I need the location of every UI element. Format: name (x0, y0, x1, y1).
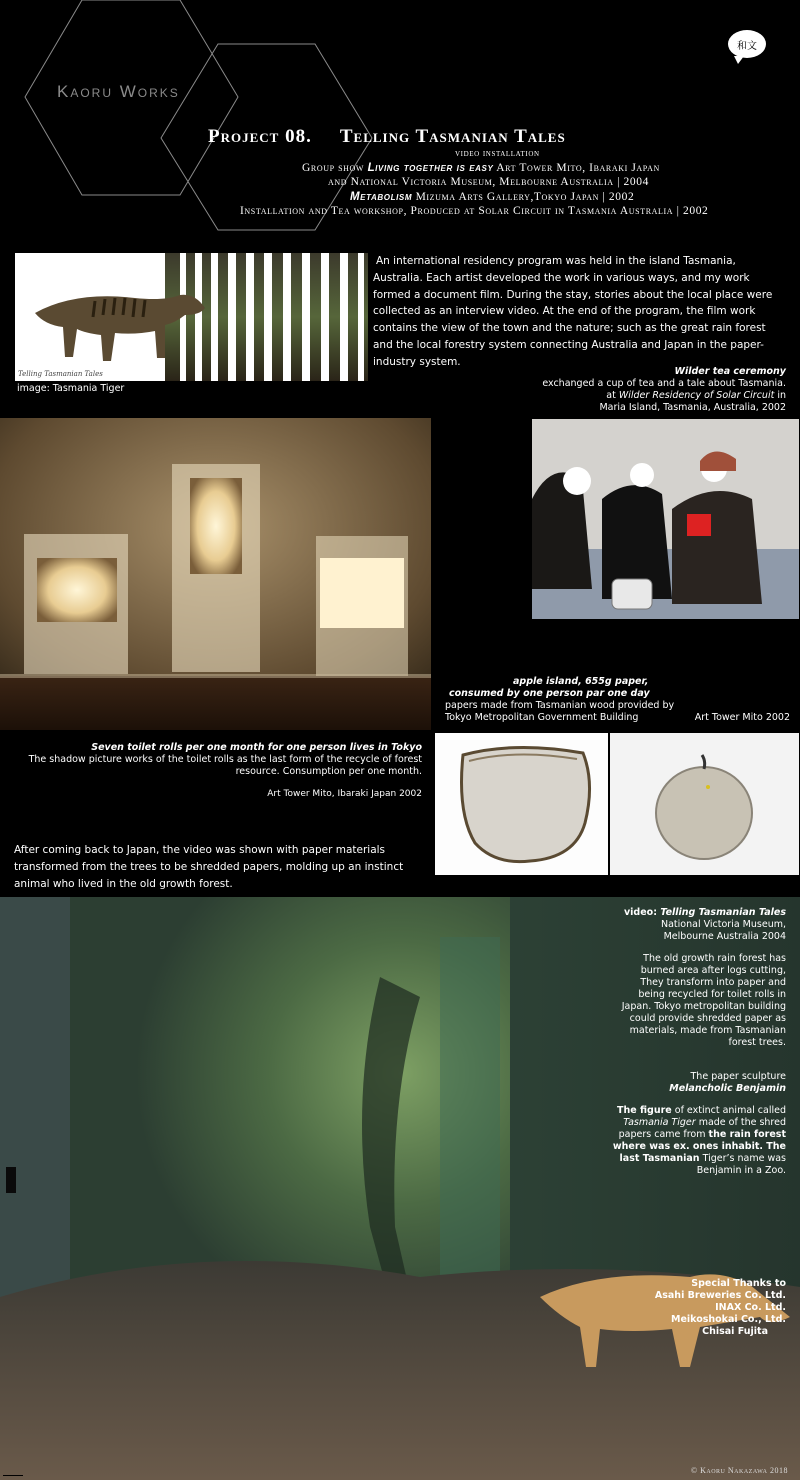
site-title[interactable]: Kaoru Works (57, 82, 180, 101)
line1-suffix: Art Tower Mito, Ibaraki Japan (493, 162, 660, 174)
thanks-item: INAX Co. Ltd. (715, 1302, 786, 1313)
language-toggle-button[interactable]: 和文 (728, 30, 766, 58)
show-metabolism: Metabolism (350, 191, 413, 203)
sculpture-line1: The paper sculpture (690, 1071, 786, 1082)
video-caption-line2: Melbourne Australia 2004 (663, 931, 786, 942)
sculpture-line2: Melancholic Benjamin (669, 1083, 786, 1094)
thanks-title: Special Thanks to (691, 1278, 786, 1289)
apple-caption-title2: consumed by one person par one day (449, 688, 650, 699)
toilet-caption-title: Seven toilet rolls per one month for one person lives in Tokyo (91, 742, 422, 753)
tea-ceremony-photo (532, 419, 799, 619)
video-caption-line1: National Victoria Museum, (661, 919, 786, 930)
apple-caption-title1: apple island, 655g paper, (513, 676, 649, 687)
exhibition-line-4: Installation and Tea workshop, Produced at Solar Circuit in Tasmania Australia | 2002 (240, 205, 709, 217)
exhibition-line-2: and National Victoria Museum, Melbourne Australia | 2004 (328, 176, 649, 188)
line1-prefix: Group show (302, 162, 368, 174)
intro-paragraph: An international residency program was held in the island Tasmania, Australia. Each artist developed the work in various ways, and my work formed a document film. During the stay, stories about the local place were collected as an interview video. At the end of the program, the film work contains the view of the town and the nature; such as the great rain forest and the local forestry system connecting Australia and Japan in the paper-industry system. (373, 255, 773, 368)
apple-caption (445, 676, 790, 724)
tea-caption-line3: Maria Island, Tasmania, Australia, 2002 (599, 402, 786, 413)
hexagon-decoration (0, 0, 800, 240)
figure-em: Tasmania Tiger (623, 1117, 696, 1128)
apple-caption-line1: papers made from Tasmanian wood provided by (445, 700, 675, 711)
image-caption: image: Tasmania Tiger (17, 383, 125, 394)
video-title-prefix: video: (623, 907, 661, 918)
tea-caption-line2 (456, 390, 786, 402)
tea-caption-line1: exchanged a cup of tea and a tale about Tasmania. (542, 378, 786, 389)
toilet-caption-venue: Art Tower Mito, Ibaraki Japan 2002 (267, 789, 422, 799)
video-title-em: Telling Tasmanian Tales (660, 907, 786, 918)
apple-caption-line2-row (445, 712, 790, 724)
video-caption-title (546, 907, 786, 919)
paper-apple-photo (610, 733, 799, 875)
toilet-caption (2, 742, 422, 800)
toilet-caption-line1: The shadow picture works of the toilet rolls as the last form of the recycle of forest (28, 754, 422, 765)
project-subtitle: video installation (455, 148, 540, 159)
thanks-item: Chisai Fujita (702, 1326, 768, 1337)
return-paragraph: After coming back to Japan, the video was shown with paper materials transformed from the trees to be shredded papers, molding up an instinct animal who lived in the old growth forest. (14, 844, 404, 890)
special-thanks (546, 1278, 786, 1338)
project-title (208, 126, 566, 148)
thanks-item: Meikoshokai Co., Ltd. (670, 1314, 786, 1325)
video-caption (546, 907, 786, 1177)
tasmania-tiger-image (15, 253, 368, 381)
project-number: Project 08. (208, 126, 312, 147)
paper-sheet-photo (435, 733, 608, 875)
toilet-caption-line2: resource. Consumption per one month. (235, 766, 422, 777)
exhibition-line-1 (302, 162, 660, 174)
exhibition-line-3 (350, 191, 634, 203)
figure-mid2: made of the shred papers came from (618, 1117, 786, 1140)
thanks-item: Asahi Breweries Co. Ltd. (654, 1290, 786, 1301)
figure-paragraph (546, 1105, 786, 1177)
figure-bold: the rain forest where was ex. ones inhabit. The last Tasmanian (612, 1129, 786, 1164)
figure-prefix: The figure (617, 1105, 672, 1116)
image-label: Telling Tasmanian Tales (18, 370, 103, 378)
tea-line2-suffix: in (774, 390, 786, 401)
project-name: Telling Tasmanian Tales (339, 126, 566, 147)
tea-caption (456, 366, 786, 414)
apple-caption-line2: Tokyo Metropolitan Government Building (445, 712, 639, 723)
show-living-together: Living together is easy (367, 162, 494, 174)
apple-caption-venue: Art Tower Mito 2002 (694, 712, 790, 723)
copyright: © Kaoru Nakazawa 2018 (691, 1466, 788, 1475)
tea-caption-title: Wilder tea ceremony (674, 366, 786, 377)
tea-line2-prefix: at (606, 390, 619, 401)
toilet-roll-installation-photo (0, 418, 431, 730)
tea-line2-em: Wilder Residency of Solar Circuit (618, 390, 775, 401)
figure-mid1: of extinct animal called (671, 1105, 786, 1116)
figure-end: Tiger’s name was Benjamin in a Zoo. (696, 1153, 786, 1176)
line3-suffix: Mizuma Arts Gallery,Tokyo Japan | 2002 (412, 191, 635, 203)
video-caption-body: The old growth rain forest has burned area after logs cutting, They transform into paper and being recycled for toilet rolls in Japan. Tokyo metropolitan building could provide shredded paper as materials, made from Tasmanian forest trees. (621, 953, 786, 1048)
